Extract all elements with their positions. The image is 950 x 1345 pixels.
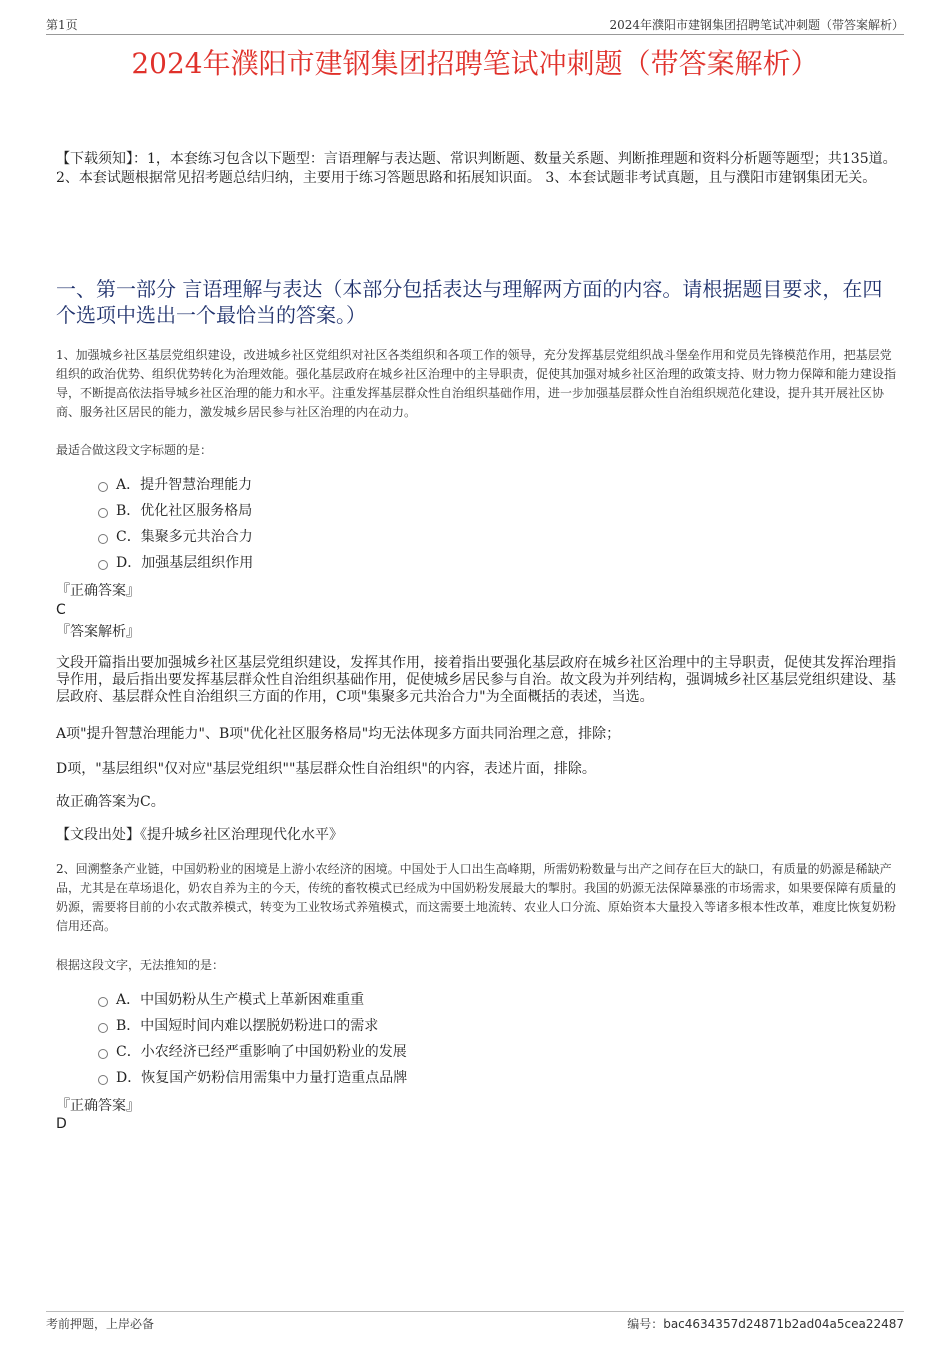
question-1-stem: 1、加强城乡社区基层党组织建设，改进城乡社区党组织对社区各类组织和各项工作的领导，充分发挥基层党组织战斗堡垒作用和党员先锋模范作用，把基层党组织的政治优势、组织优势转化为治理效能。强化基层政府在城乡社区治理中的主导职责，促使其加强对城乡社区治理的政策支持、财力物力保障和能力建设指导，不断提高依法指导城乡社区治理的能力和水平。注重发挥基层群众性自治组织基础作用，进一步加强基层群众性自治组织规范化建设，提升其开展社区协商、服务社区居民的能力，激发城乡居民参与社区治理的内在动力。 — [56, 348, 897, 419]
footer-slogan: 考前押题，上岸必备 — [46, 1317, 155, 1331]
option-a[interactable] — [98, 987, 598, 1013]
option-b[interactable] — [98, 1013, 598, 1039]
option-label: A．中国奶粉从生产模式上革新困难重重 — [116, 992, 365, 1008]
option-label: C．小农经济已经严重影响了中国奶粉业的发展 — [116, 1044, 407, 1060]
question-1-analysis-p1: 文段开篇指出要加强城乡社区基层党组织建设，发挥其作用，接着指出要强化基层政府在城乡社区治理中的主导职责，促使其发挥治理指导作用，最后指出要发挥基层群众性自治组织基础作用，促使城乡居民参与自治。故文段为并列结构，强调城乡社区基层党组织建设、基层政府、基层群众性自治组织三方面的作用，C项"集聚多元共治合力"为全面概括的表述，当选。 — [56, 655, 896, 705]
page-footer — [46, 1311, 904, 1332]
option-d[interactable] — [98, 550, 598, 576]
radio-icon[interactable] — [98, 997, 108, 1007]
question-1-answer-label: 『正确答案』 — [56, 583, 140, 599]
question-2-stem: 2、回溯整条产业链，中国奶粉业的困境是上游小农经济的困境。中国处于人口出生高峰期，所需奶粉数量与出产之间存在巨大的缺口，有质量的奶源是稀缺产品，尤其是在草场退化，奶农自养为主的今天，传统的畜牧模式已经成为中国奶粉发展最大的掣肘。我国的奶源无法保障暴涨的市场需求，如果要保障有质量的奶源，需要将目前的小农式散养模式，转变为工业牧场式养殖模式，而这需要土地流转、农业人口分流、原始资本大量投入等诸多根本性改革，难度比恢复奶粉信用还高。 — [56, 862, 897, 933]
option-a[interactable] — [98, 472, 598, 498]
question-2-prompt: 根据这段文字，无法推知的是： — [56, 958, 225, 972]
option-label: A．提升智慧治理能力 — [116, 477, 253, 493]
question-1-analysis-p3: D项，"基层组织"仅对应"基层党组织""基层群众性自治组织"的内容，表述片面，排除。 — [56, 761, 596, 777]
option-b[interactable] — [98, 498, 598, 524]
radio-icon[interactable] — [98, 1075, 108, 1085]
option-label: B．优化社区服务格局 — [116, 503, 253, 519]
question-1-options — [98, 472, 598, 576]
question-1-prompt: 最适合做这段文字标题的是： — [56, 443, 213, 457]
question-1-analysis-p4: 故正确答案为C。 — [56, 794, 165, 810]
radio-icon[interactable] — [98, 1049, 108, 1059]
question-1-analysis-label: 『答案解析』 — [56, 624, 140, 640]
footer-code — [627, 1315, 904, 1332]
download-notice: 【下载须知】：1，本套练习包含以下题型：言语理解与表达题、常识判断题、数量关系题、判断推理题和资料分析题等题型；共135道。 2、本套试题根据常见招考题总结归纳，主要用于练习答题思路和拓展知识面。 3、本套试题非考试真题，且与濮阳市建钢集团无关。 — [56, 151, 897, 186]
question-2-answer: D — [56, 1116, 67, 1132]
radio-icon[interactable] — [98, 560, 108, 570]
option-d[interactable] — [98, 1065, 598, 1091]
page-header — [46, 14, 904, 35]
radio-icon[interactable] — [98, 534, 108, 544]
document-title: 2024年濮阳市建钢集团招聘笔试冲刺题（带答案解析） — [131, 47, 819, 80]
section-heading: 一、第一部分 言语理解与表达（本部分包括表达与理解两方面的内容。请根据题目要求，在四个选项中选出一个最恰当的答案。） — [56, 277, 883, 327]
question-1-source: 【文段出处】《提升城乡社区治理现代化水平》 — [56, 827, 343, 843]
page-number: 第1页 — [46, 18, 78, 32]
option-label: B．中国短时间内难以摆脱奶粉进口的需求 — [116, 1018, 379, 1034]
option-c[interactable] — [98, 524, 598, 550]
header-doc-title: 2024年濮阳市建钢集团招聘笔试冲刺题（带答案解析） — [609, 18, 904, 32]
radio-icon[interactable] — [98, 482, 108, 492]
radio-icon[interactable] — [98, 1023, 108, 1033]
option-label: D．恢复国产奶粉信用需集中力量打造重点品牌 — [116, 1070, 408, 1086]
question-2-options — [98, 987, 598, 1091]
option-c[interactable] — [98, 1039, 598, 1065]
option-label: D．加强基层组织作用 — [116, 555, 254, 571]
question-1-answer: C — [56, 602, 66, 618]
question-1-analysis-p2: A项"提升智慧治理能力"、B项"优化社区服务格局"均无法体现多方面共同治理之意，排除； — [56, 726, 621, 742]
footer-code-label: 编号： — [627, 1317, 664, 1331]
option-label: C．集聚多元共治合力 — [116, 529, 253, 545]
footer-code-value: bac4634357d24871b2ad04a5cea22487 — [663, 1317, 904, 1331]
radio-icon[interactable] — [98, 508, 108, 518]
question-2-answer-label: 『正确答案』 — [56, 1098, 140, 1114]
